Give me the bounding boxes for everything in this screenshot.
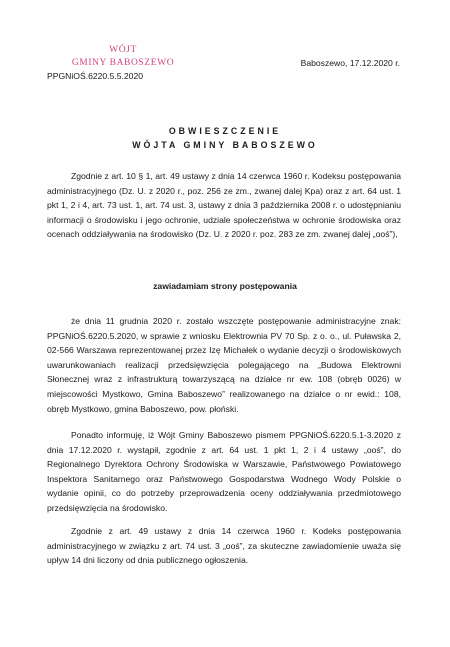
official-stamp (58, 44, 188, 70)
legal-basis-paragraph: Zgodnie z art. 10 § 1, art. 49 ustawy z dnia 14 czerwca 1960 r. Kodeksu postępowania administracyjnego (Dz. U. z 2020 r., poz. 256 ze zm., zwanej dalej Kpa) oraz z art. 64 ust. 1 pkt 1, 2 i 4, art. 73 ust. 1, art. 74 ust. 3, ustawy z dnia 3 października 2008 r. o udostępnianiu informacji o środowisku i jego ochronie, udziale społeczeństwa w ochronie środowiska oraz ocenach oddziaływania na środowisko (Dz. U. z 2020 r. poz. 283 ze zm. zwanej dalej „ooś”), (47, 171, 401, 240)
opinion-request-paragraph: Ponadto informuję, iż Wójt Gminy Baboszewo pismem PPGNiOŚ.6220.5.1-3.2020 z dnia 17.12.2020 r. wystąpił, zgodnie z art. 64 ust. 1 pkt 1, 2 i 4 ustawy „ooś”, do Regionalnego Dyrektora Ochrony Środowiska w Warszawie, Państwowego Powiatowego Inspektora Sanitarnego oraz Państwowego Gospodarstwa Wodnego Wody Polskie o wydanie opinii, co do potrzeby przeprowadzenia oceny oddziaływania przedmiotowego przedsięwzięcia na środowisko. (47, 430, 401, 513)
reference-number: PPGNiOŚ.6220.5.5.2020 (47, 71, 144, 81)
document-subtitle: WÓJTA GMINY BABOSZEWO (132, 140, 318, 150)
stamp-line-1: WÓJT (109, 45, 137, 55)
stamp-line-2: GMINY BABOSZEWO (71, 58, 175, 68)
notice-heading: zawiadamiam strony postępowania (153, 281, 297, 291)
notification-paragraph: Zgodnie z art. 49 ustawy z dnia 14 czerwca 1960 r. Kodeks postępowania administracyjnego w związku z art. 74 ust. 3 „ooś”, za skuteczne zawiadomienie uważa się upływ 14 dni liczony od dnia publicznego ogłoszenia. (47, 526, 401, 566)
place-and-date: Baboszewo, 17.12.2020 r. (300, 58, 400, 68)
document-title: OBWIESZCZENIE (168, 126, 282, 136)
proceedings-paragraph: że dnia 11 grudnia 2020 r. zostało wszczęte postępowanie administracyjne znak: PPGNiOŚ.6220.5.2020, w sprawie z wniosku Elektrownia PV 70 Sp. z o. o., ul. Puławska 2, 02-566 Warszawa reprezentowanej przez Izę Michałek o wydanie decyzji o środowiskowych uwarunkowaniach realizacji przedsięwzięcia polegającego na „Budowa Elektrowni Słonecznej wraz z infrastrukturą towarzyszącą na działce nr ew. 108 (obręb 0026) w miejscowości Mystkowo, Gmina Baboszewo” realizowanego na działce o nr ewid.: 108, obręb Mystkowo, gmina Baboszewo, pow. płoński. (47, 316, 401, 414)
